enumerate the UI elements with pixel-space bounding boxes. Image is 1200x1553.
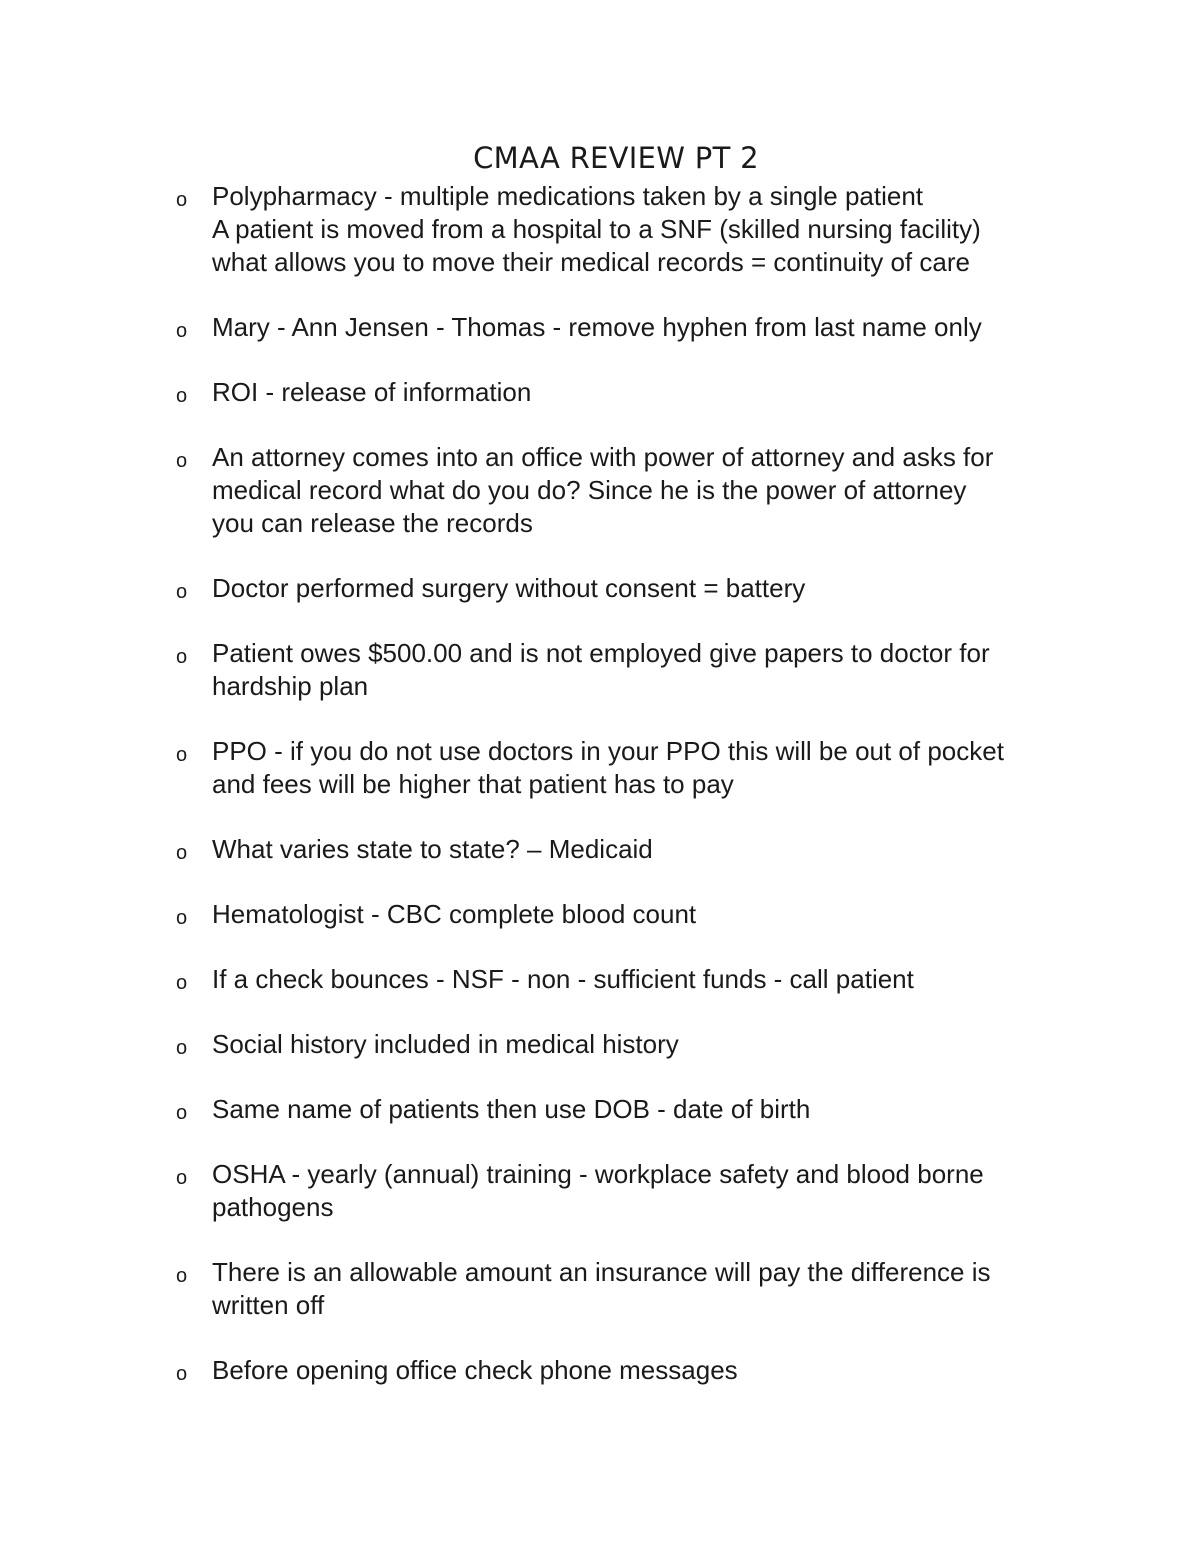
list-item-line: written off — [212, 1290, 325, 1320]
list-item-line: Polypharmacy - multiple medications taken by a single patient — [212, 181, 924, 211]
bullet-marker: o — [176, 1102, 188, 1124]
bullet-marker: o — [176, 1037, 188, 1059]
list-item-line: Mary - Ann Jensen - Thomas - remove hyphen from last name only — [212, 312, 982, 342]
list-item-line: Doctor performed surgery without consent = battery — [212, 573, 806, 603]
list-item-text — [212, 311, 1062, 344]
list-item-line: Same name of patients then use DOB - date of birth — [212, 1094, 811, 1124]
list-item-text — [212, 1158, 1062, 1224]
list-item-line: OSHA - yearly (annual) training - workplace safety and blood borne — [212, 1159, 984, 1189]
list-item-line: An attorney comes into an office with power of attorney and asks for — [212, 442, 994, 472]
list-item-line: If a check bounces - NSF - non - sufficient funds - call patient — [212, 964, 914, 994]
bullet-marker: o — [176, 744, 188, 766]
bullet-marker: o — [176, 189, 188, 211]
list-item-text — [212, 1093, 1062, 1126]
list-item-text — [212, 1256, 1062, 1322]
list-item-text — [212, 572, 1062, 605]
list-item-line: Patient owes $500.00 and is not employed give papers to doctor for — [212, 638, 990, 668]
bullet-marker: o — [176, 1363, 188, 1385]
list-item-text — [212, 898, 1062, 931]
list-item-text — [212, 180, 1062, 279]
list-item-line: hardship plan — [212, 671, 369, 701]
bullet-marker: o — [176, 646, 188, 668]
page-title: CMAA REVIEW PT 2 — [473, 141, 759, 175]
list-item-text — [212, 637, 1062, 703]
list-item-text — [212, 833, 1062, 866]
list-item-text — [212, 1028, 1062, 1061]
list-item-line: Social history included in medical history — [212, 1029, 679, 1059]
list-item-line: and fees will be higher that patient has to pay — [212, 769, 734, 799]
list-item-text — [212, 735, 1062, 801]
list-item-text — [212, 441, 1062, 540]
bullet-marker: o — [176, 1265, 188, 1287]
list-item-line: pathogens — [212, 1192, 334, 1222]
bullet-marker: o — [176, 842, 188, 864]
bullet-marker: o — [176, 972, 188, 994]
bullet-marker: o — [176, 581, 188, 603]
list-item-line: What varies state to state? – Medicaid — [212, 834, 653, 864]
list-item-text — [212, 1354, 1062, 1387]
list-item-text — [212, 376, 1062, 409]
bullet-marker: o — [176, 450, 188, 472]
list-item-line: you can release the records — [212, 508, 533, 538]
list-item-line: what allows you to move their medical records = continuity of care — [212, 247, 970, 277]
list-item-line: ROI - release of information — [212, 377, 532, 407]
list-item-line: There is an allowable amount an insurance will pay the difference is — [212, 1257, 991, 1287]
bullet-marker: o — [176, 907, 188, 929]
bullet-marker: o — [176, 385, 188, 407]
bullet-marker: o — [176, 320, 188, 342]
list-item-line: PPO - if you do not use doctors in your PPO this will be out of pocket — [212, 736, 1004, 766]
list-item-line: Before opening office check phone messages — [212, 1355, 738, 1385]
list-item-line: A patient is moved from a hospital to a SNF (skilled nursing facility) — [212, 214, 981, 244]
list-item-text — [212, 963, 1062, 996]
list-item-line: Hematologist - CBC complete blood count — [212, 899, 697, 929]
bullet-marker: o — [176, 1167, 188, 1189]
list-item-line: medical record what do you do? Since he is the power of attorney — [212, 475, 967, 505]
